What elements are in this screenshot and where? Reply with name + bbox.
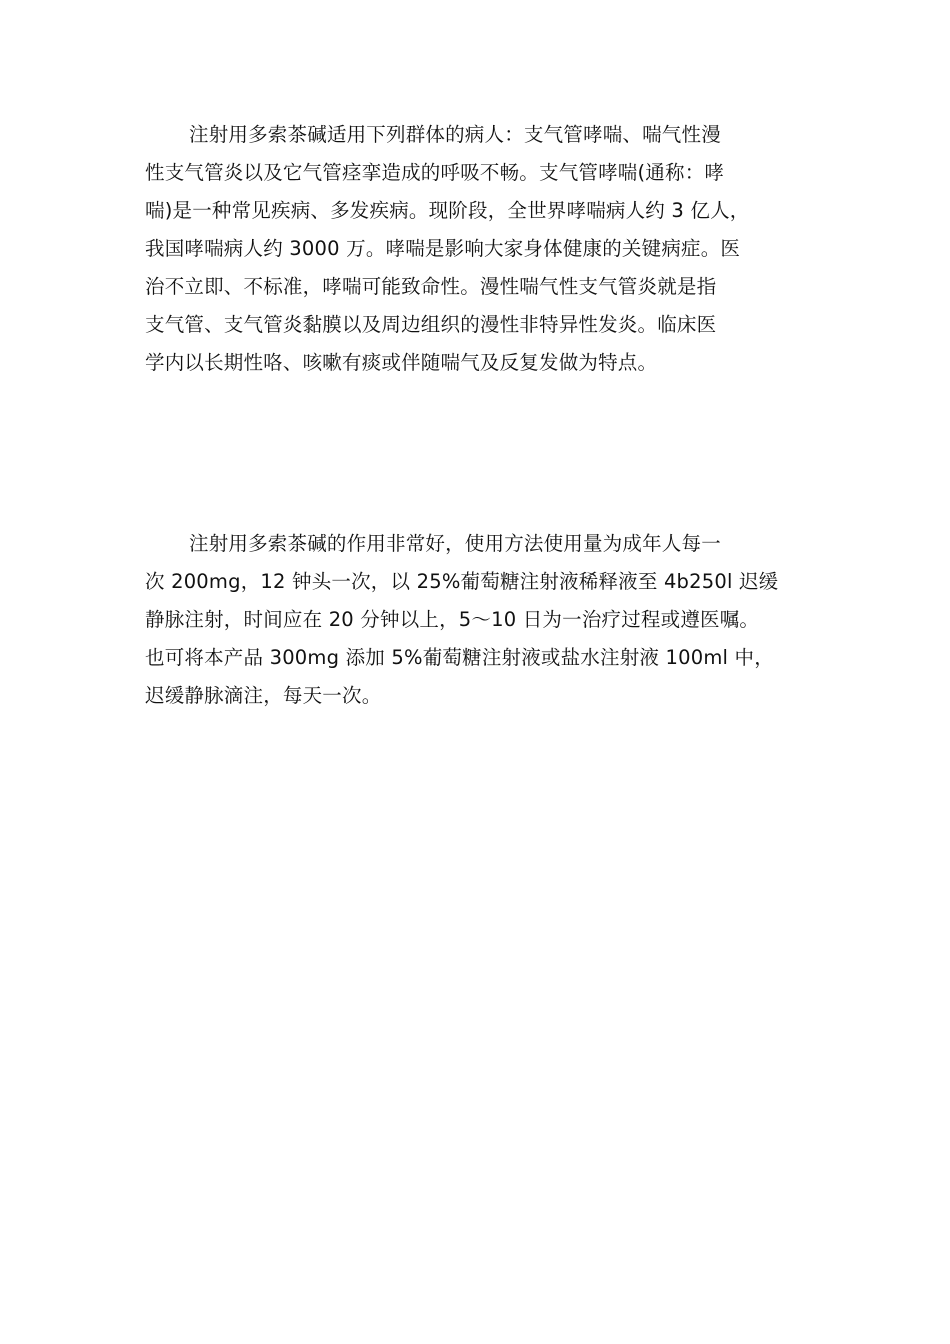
paragraph-line: 性支气管炎以及它气管痉挛造成的呼吸不畅。支气管哮喘(通称：哮 <box>145 161 725 184</box>
paragraph-line: 也可将本产品 300mg 添加 5%葡萄糖注射液或盐水注射液 100ml 中， <box>145 646 774 669</box>
paragraph-line: 支气管、支气管炎黏膜以及周边组织的漫性非特异性发炎。临床医 <box>145 313 717 336</box>
paragraph-line: 注射用多索茶碱适用下列群体的病人：支气管哮喘、喘气性漫 <box>189 123 721 146</box>
paragraph-line: 学内以长期性咯、咳嗽有痰或伴随喘气及反复发做为特点。 <box>145 351 658 374</box>
paragraph-line: 静脉注射，时间应在 20 分钟以上，5～10 日为一治疗过程或遵医嘱。 <box>145 608 760 631</box>
paragraph-line: 次 200mg，12 钟头一次，以 25%葡萄糖注射液稀释液至 4b250l 迟缓 <box>145 570 779 593</box>
paragraph-line: 迟缓静脉滴注，每天一次。 <box>145 684 382 707</box>
paragraph-line: 喘)是一种常见疾病、多发疾病。现阶段，全世界哮喘病人约 3 亿人， <box>145 199 750 222</box>
paragraph-indications <box>145 116 815 382</box>
paragraph-line: 治不立即、不标准，哮喘可能致命性。漫性喘气性支气管炎就是指 <box>145 275 717 298</box>
paragraph-usage-dosage <box>145 525 815 715</box>
paragraph-line: 我国哮喘病人约 3000 万。哮喘是影响大家身体健康的关键病症。医 <box>145 237 741 260</box>
paragraph-line: 注射用多索茶碱的作用非常好，使用方法使用量为成年人每一 <box>189 532 721 555</box>
